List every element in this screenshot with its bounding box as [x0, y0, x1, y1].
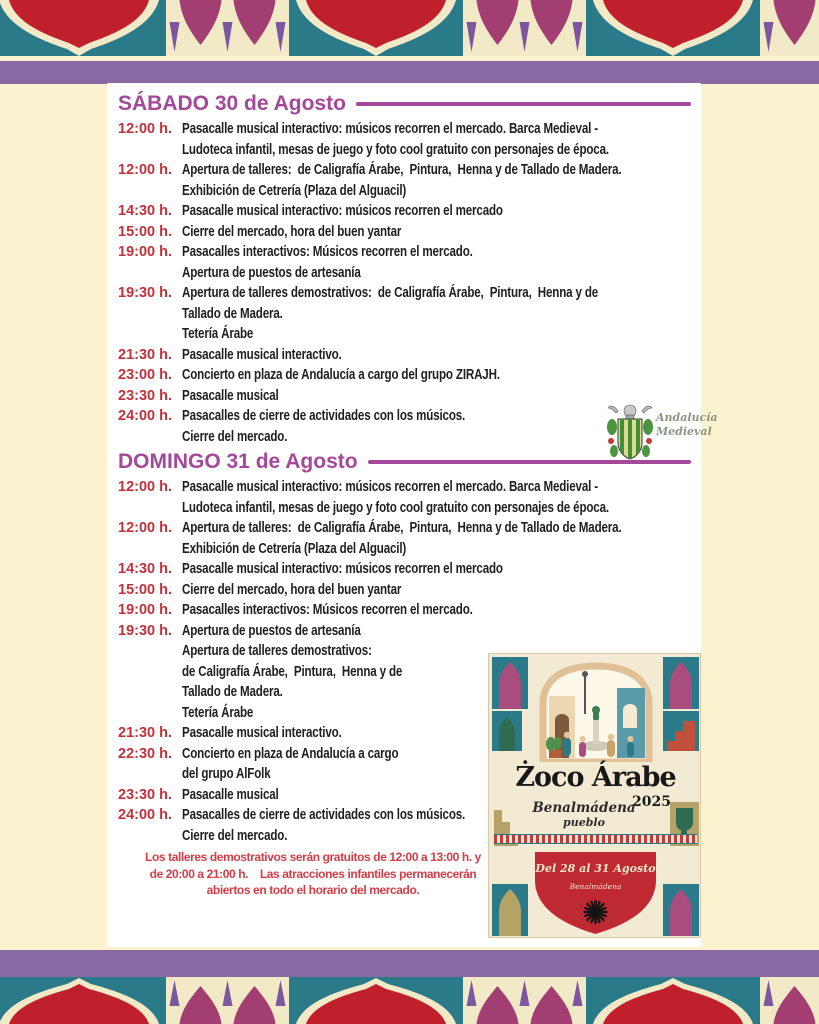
arch-tile-icon: [663, 657, 699, 709]
top-border-pattern: [0, 0, 819, 79]
event-description: [182, 518, 622, 559]
event-row: [118, 345, 691, 366]
event-description: [182, 160, 622, 201]
event-time: 15:00 h.: [118, 581, 172, 598]
event-description: [182, 242, 473, 283]
section-rule: [356, 102, 691, 106]
event-line: Ludoteca infantil, mesas de juego y foto cool gratuito con personajes de época.: [182, 499, 609, 516]
event-line: Concierto en plaza de Andalucía a cargo: [182, 745, 399, 762]
event-line: Pasacalle musical interactivo.: [182, 346, 342, 363]
event-line: Pasacalles interactivos: Músicos recorren el mercado.: [182, 602, 473, 618]
arch-pattern-bottom-icon: [0, 977, 819, 1024]
arch-tile-icon: [492, 884, 528, 936]
event-row: [118, 600, 691, 621]
event-time: 22:30 h.: [118, 745, 172, 762]
event-description: [182, 600, 473, 621]
event-time: 24:00 h.: [118, 807, 172, 823]
purple-band-top: [0, 61, 819, 84]
bottom-border-pattern: [0, 950, 819, 1024]
event-line: Cierre del mercado.: [182, 428, 288, 445]
mini-poster-place: Benalmádena: [532, 800, 636, 816]
event-line: Apertura de puestos de artesanía: [182, 622, 361, 639]
event-row: [118, 242, 691, 283]
event-line: del grupo AlFolk: [182, 766, 271, 782]
section-title: SÁBADO 30 de Agosto: [118, 92, 346, 115]
event-line: Pasacalle musical: [182, 387, 279, 404]
event-line: Pasacalle musical interactivo: músicos recorren el mercado: [182, 203, 503, 219]
market-scene-icon: [533, 658, 659, 762]
coat-of-arms-icon: [604, 401, 656, 465]
content-panel: [107, 83, 718, 947]
event-line: Pasacalle musical interactivo: músicos recorren el mercado. Barca Medieval -: [182, 479, 598, 495]
event-row: [118, 580, 691, 601]
event-time: 14:30 h.: [118, 561, 172, 577]
event-line: Apertura de puestos de artesanía: [182, 264, 361, 281]
event-row: [118, 518, 691, 559]
event-row: [118, 365, 691, 386]
event-line: Cierre del mercado.: [182, 827, 288, 844]
event-line: Cierre del mercado, hora del buen yantar: [182, 223, 402, 240]
event-line: Exhibición de Cetrería (Plaza del Alguacil): [182, 182, 407, 199]
event-time: 19:30 h.: [118, 285, 172, 301]
event-time: 23:30 h.: [118, 387, 172, 404]
event-line: de Caligrafía Árabe, Pintura, Henna y de: [182, 663, 403, 680]
event-time: 12:00 h.: [118, 520, 172, 536]
event-time: 21:30 h.: [118, 346, 172, 363]
mini-poster-year: 2025: [632, 794, 671, 810]
event-description: [182, 621, 402, 724]
section-title: DOMINGO 31 de Agosto: [118, 450, 358, 473]
event-time: 23:00 h.: [118, 367, 172, 383]
event-description: [182, 201, 503, 222]
arch-tile-icon: [663, 884, 699, 936]
event-row: [118, 559, 691, 580]
event-line: Concierto en plaza de Andalucía a cargo del grupo ZIRAJH.: [182, 367, 500, 383]
event-description: [182, 119, 609, 160]
zoco-arabe-mini-poster: [488, 653, 701, 938]
event-time: 24:00 h.: [118, 408, 172, 424]
event-row: [118, 201, 691, 222]
event-line: Pasacalle musical interactivo: músicos recorren el mercado: [182, 561, 503, 577]
event-line: Pasacalles de cierre de actividades con los músicos.: [182, 807, 466, 823]
mini-poster-dates: Del 28 al 31 Agosto: [535, 862, 656, 875]
event-time: 15:00 h.: [118, 223, 172, 240]
event-row: [118, 119, 691, 160]
green-arch-tile-icon: [492, 711, 522, 751]
event-description: [182, 785, 279, 806]
note-line: abiertos en todo el horario del mercado.: [206, 883, 420, 897]
event-time: 19:00 h.: [118, 244, 172, 260]
event-description: [182, 723, 342, 744]
event-time: 21:30 h.: [118, 725, 172, 741]
andalucia-medieval-logo: [604, 401, 718, 465]
mosaic-strip: [494, 834, 697, 844]
note-line: de 20:00 a 21:00 h. Las atracciones infantiles permanecerán: [149, 866, 477, 881]
mini-poster-place-sub: pueblo: [563, 816, 605, 829]
event-description: [182, 365, 500, 386]
event-line: Pasacalle musical: [182, 786, 279, 803]
event-description: [182, 805, 465, 846]
event-row: [118, 160, 691, 201]
event-line: Tallado de Madera.: [182, 684, 283, 700]
event-line: Apertura de talleres demostrativos:: [182, 643, 372, 659]
event-time: 12:00 h.: [118, 479, 172, 495]
arch-tile-icon: [492, 657, 528, 709]
event-row: [118, 222, 691, 243]
mini-poster-brand: Benalmádena: [569, 882, 622, 891]
event-line: Pasacalle musical interactivo: músicos recorren el mercado. Barca Medieval -: [182, 121, 598, 137]
event-time: 12:00 h.: [118, 162, 172, 178]
event-line: Ludoteca infantil, mesas de juego y foto cool gratuito con personajes de época.: [182, 141, 609, 158]
event-line: Exhibición de Cetrería (Plaza del Alguacil): [182, 540, 407, 557]
section-heading: [118, 89, 691, 119]
event-description: [182, 283, 598, 345]
event-row: [118, 283, 691, 345]
event-description: [182, 477, 609, 518]
event-description: [182, 222, 401, 243]
event-line: Pasacalles de cierre de actividades con los músicos.: [182, 408, 466, 424]
event-description: [182, 744, 398, 785]
event-line: Apertura de talleres: de Caligrafía Árabe, Pintura, Henna y de Tallado de Madera.: [182, 162, 622, 178]
event-line: Tetería Árabe: [182, 326, 254, 342]
event-line: Pasacalle musical interactivo.: [182, 725, 342, 741]
workshops-note: [118, 849, 502, 899]
event-line: Tetería Árabe: [182, 704, 254, 721]
event-line: Cierre del mercado, hora del buen yantar: [182, 581, 402, 598]
event-time: 19:00 h.: [118, 602, 172, 618]
event-row: [118, 477, 691, 518]
event-time: 12:00 h.: [118, 121, 172, 137]
event-description: [182, 580, 401, 601]
note-line: Los talleres demostrativos serán gratuitos de 12:00 a 13:00 h. y: [145, 850, 481, 864]
purple-band-bottom: [0, 950, 819, 977]
event-line: Pasacalles interactivos: Músicos recorren el mercado.: [182, 244, 473, 260]
event-description: [182, 345, 342, 366]
event-description: [182, 406, 465, 447]
andalucia-medieval-label: Andalucía Medieval: [656, 411, 718, 438]
event-time: 14:30 h.: [118, 203, 172, 219]
staircase-tile-icon: [663, 711, 699, 751]
event-description: [182, 386, 279, 407]
dates-shield: [529, 850, 662, 937]
event-line: Apertura de talleres demostrativos: de Caligrafía Árabe, Pintura, Henna y de: [182, 285, 599, 301]
event-line: Apertura de talleres: de Caligrafía Árabe, Pintura, Henna y de Tallado de Madera.: [182, 520, 622, 536]
event-time: 23:30 h.: [118, 786, 172, 803]
event-line: Tallado de Madera.: [182, 305, 283, 322]
event-time: 19:30 h.: [118, 622, 172, 639]
mini-poster-title: Żoco Árabe: [515, 762, 676, 793]
arch-pattern-top-icon: [0, 0, 819, 56]
event-description: [182, 559, 503, 580]
